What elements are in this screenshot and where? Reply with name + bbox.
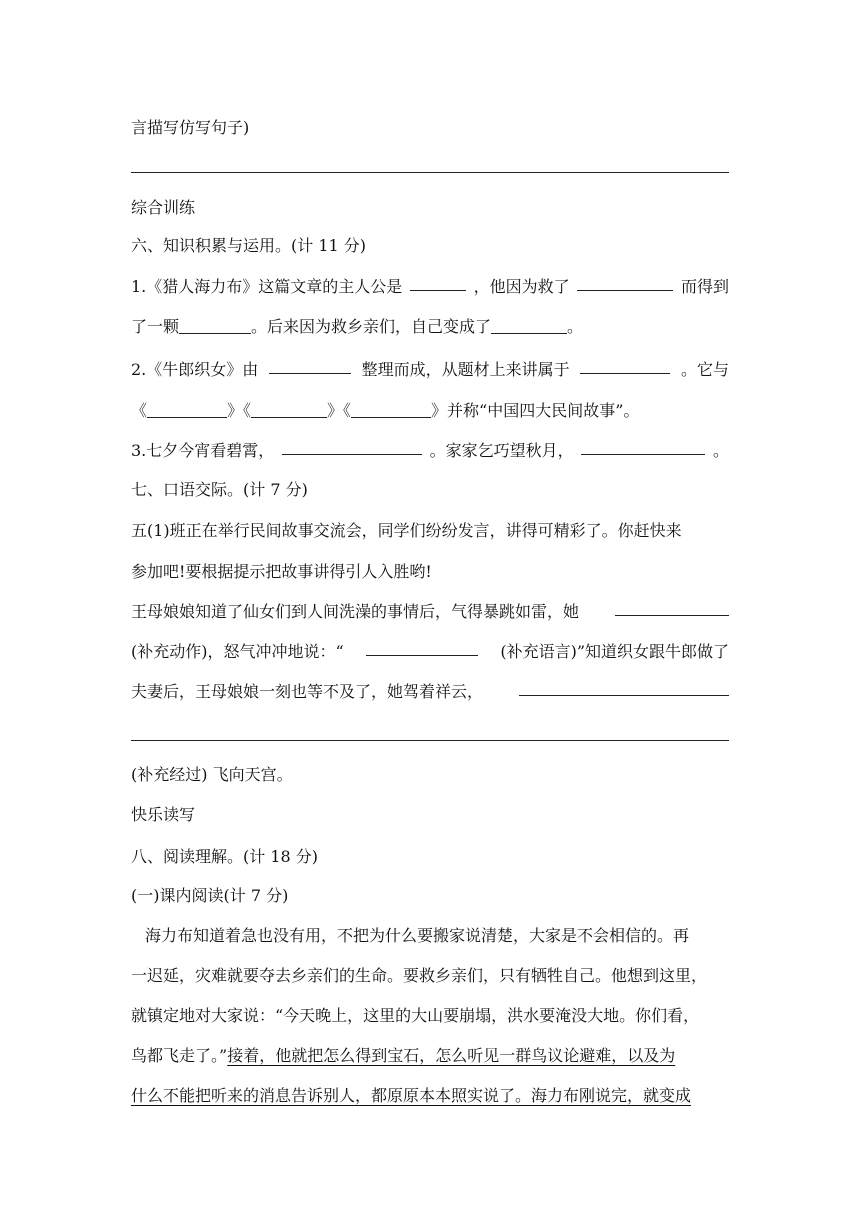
passage-line: 就镇定地对大家说：“今天晚上，这里的大山要崩塌，洪水要淹没大地。你们看， — [131, 1006, 700, 1025]
blank-field[interactable] — [366, 637, 478, 656]
underlined-passage-line: 什么不能把听来的消息告诉别人，都原原本本照实说了。海力布刚说完，就变成 — [131, 1086, 692, 1105]
blank-field[interactable] — [491, 315, 567, 334]
q7-story-line2: (补充动作)，怒气冲冲地说：“ (补充语言)”知道织女跟牛郎做了 — [131, 637, 729, 667]
continued-instruction: 言描写仿写句子) — [131, 118, 250, 137]
blank-field[interactable] — [580, 355, 670, 374]
blank-field[interactable] — [251, 399, 327, 418]
q6-item2-line1: 2.《牛郎织女》由 整理而成，从题材上来讲属于 。它与 — [131, 355, 729, 385]
blank-field[interactable] — [147, 399, 227, 418]
question-8-heading: 八、阅读理解。(计 18 分) — [131, 847, 319, 866]
answer-line[interactable] — [131, 172, 729, 173]
q6-item3: 3.七夕今宵看碧霄， 。家家乞巧望秋月， 。 — [131, 436, 729, 466]
blank-field[interactable] — [410, 272, 466, 291]
q6-item2-line2: 《 》《 》《 》并称“中国四大民间故事”。 — [131, 401, 640, 420]
blank-field[interactable] — [519, 677, 729, 696]
blank-field[interactable] — [179, 315, 251, 334]
q6-item1-line2: 了一颗 。后来因为救乡亲们，自己变成了 。 — [131, 317, 584, 336]
q7-story-line1: 王母娘娘知道了仙女们到人间洗澡的事情后，气得暴跳如雷，她 — [131, 597, 729, 627]
q6-item1-line1: 1.《猎人海力布》这篇文章的主人公是 ，他因为救了 而得到 — [131, 272, 729, 302]
underlined-sentence: 接着，他就把怎么得到宝石，怎么听见一群鸟议论避难，以及为 — [227, 1046, 676, 1065]
blank-field[interactable] — [269, 355, 351, 374]
answer-line[interactable] — [131, 740, 729, 741]
q7-intro-line1: 五(1)班正在举行民间故事交流会，同学们纷纷发言，讲得可精彩了。你赶快来 — [131, 521, 682, 540]
blank-field[interactable] — [577, 272, 673, 291]
section-title-kuaile: 快乐读写 — [131, 805, 196, 824]
blank-field[interactable] — [282, 436, 422, 455]
q7-intro-line2: 参加吧!要根据提示把故事讲得引人入胜哟! — [131, 562, 432, 581]
q7-story-line3: 夫妻后，王母娘娘一刻也等不及了，她驾着祥云， — [131, 677, 729, 707]
passage-line: 海力布知道着急也没有用，不把为什么要搬家说清楚，大家是不会相信的。再 — [145, 926, 690, 945]
section-title-zonghe: 综合训练 — [131, 198, 196, 217]
question-7-heading: 七、口语交际。(计 7 分) — [131, 480, 308, 499]
question-6-heading: 六、知识积累与运用。(计 11 分) — [131, 236, 367, 255]
q7-story-line4: (补充经过) 飞向天宫。 — [131, 765, 293, 784]
blank-field[interactable] — [351, 399, 431, 418]
q8-subheading-1: (一)课内阅读(计 7 分) — [131, 886, 289, 905]
blank-field[interactable] — [615, 597, 729, 616]
passage-line: 一迟延，灾难就要夺去乡亲们的生命。要救乡亲们，只有牺牲自己。他想到这里， — [131, 966, 708, 985]
blank-field[interactable] — [581, 436, 705, 455]
passage-line: 鸟都飞走了。”接着，他就把怎么得到宝石，怎么听见一群鸟议论避难，以及为 — [131, 1046, 676, 1065]
